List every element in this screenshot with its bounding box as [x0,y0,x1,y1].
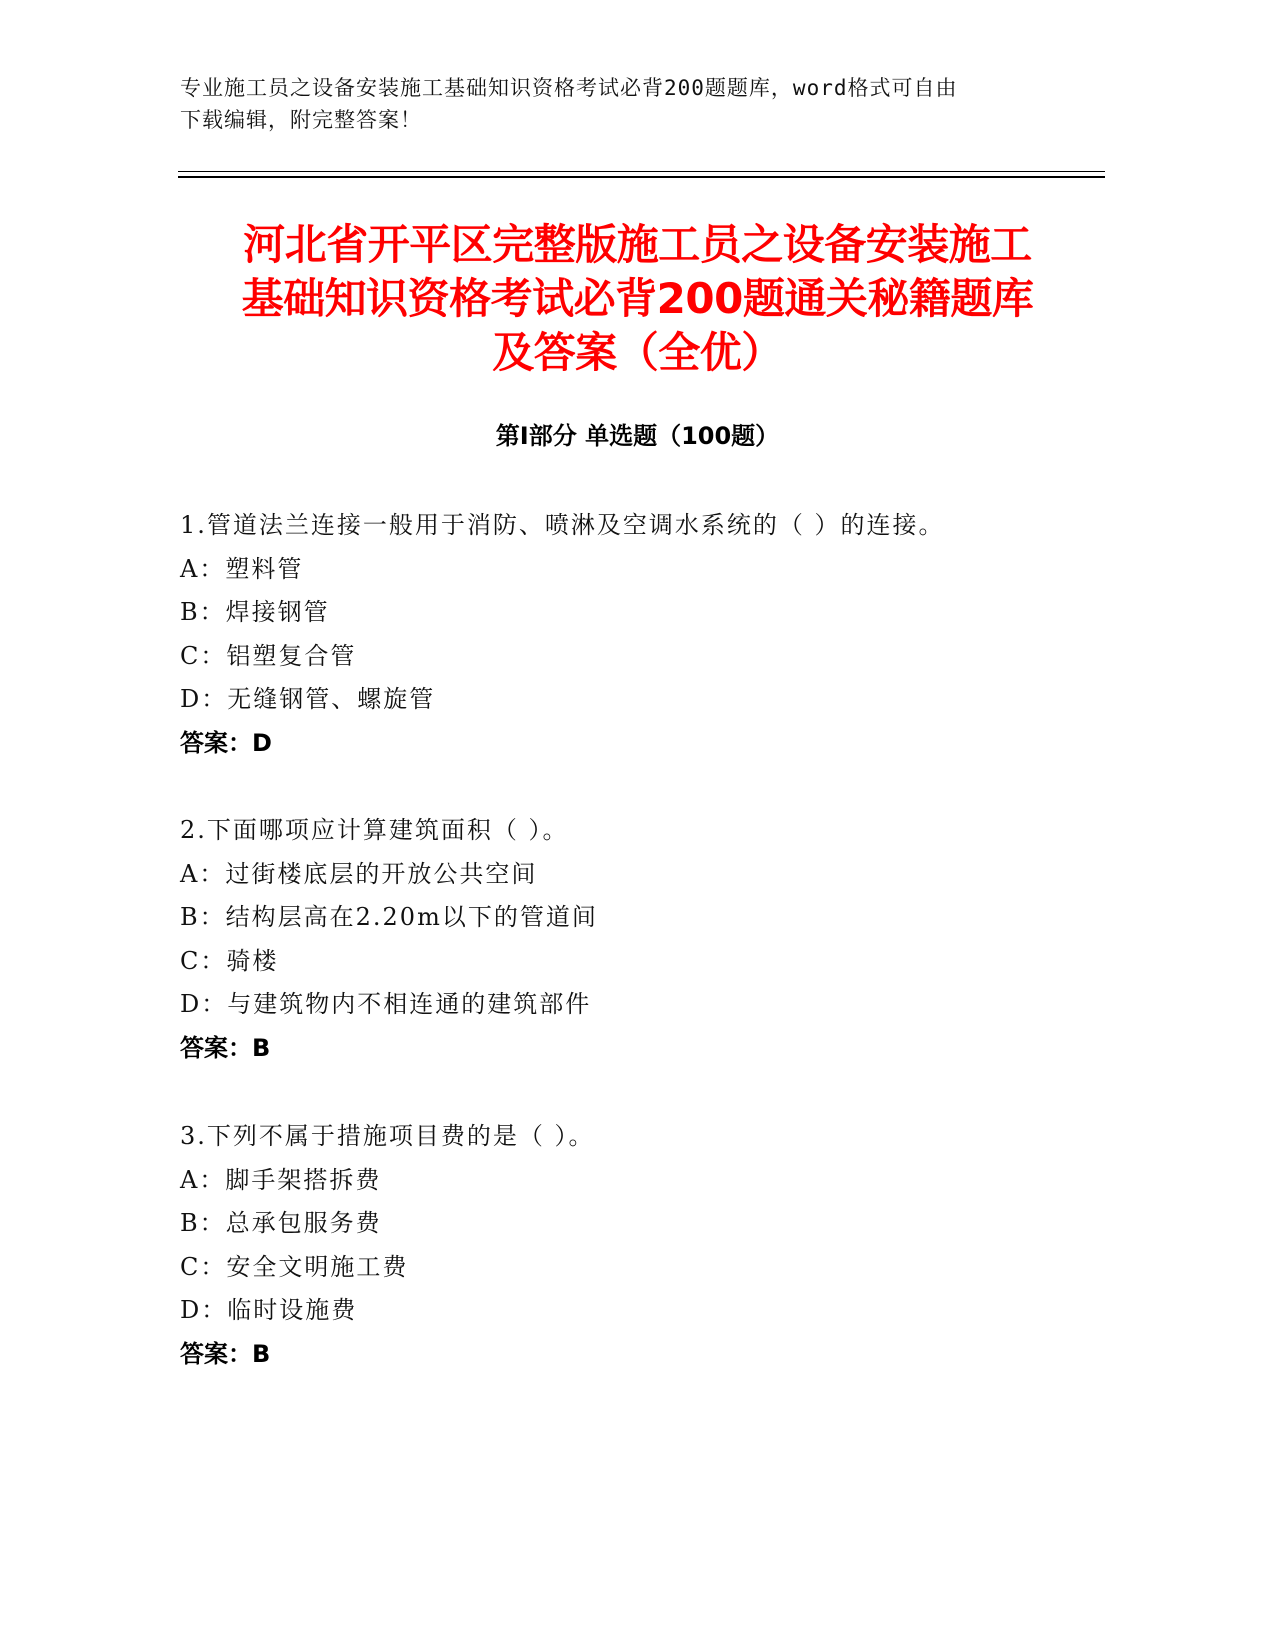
option-d: D：无缝钢管、螺旋管 [180,685,436,713]
document-title-line: 及答案（全优） [492,328,783,377]
document-title-line: 河北省开平区完整版施工员之设备安装施工 [243,220,1032,269]
option-d: D：与建筑物内不相连通的建筑部件 [180,990,592,1018]
section-title: 第Ⅰ部分 单选题（100题） [495,422,780,450]
question-1 [180,507,1080,768]
question-stem: 3.下列不属于措施项目费的是（ ）。 [180,1122,595,1150]
option-b: B：焊接钢管 [180,598,330,626]
option-a: A：脚手架搭拆费 [180,1165,382,1194]
document-title [150,218,1125,380]
question-stem: 2.下面哪项应计算建筑面积（ ）。 [180,816,569,844]
document-title-line: 基础知识资格考试必背200题通关秘籍题库 [241,274,1034,323]
option-a: A：过街楼底层的开放公共空间 [180,859,538,888]
question-2 [180,812,1080,1073]
header-divider-thick [178,176,1105,178]
option-c: C：骑楼 [180,946,279,975]
option-b: B：结构层高在2.20m以下的管道间 [180,903,598,931]
header-note-line: 专业施工员之设备安装施工基础知识资格考试必背200题题库，word格式可自由 [180,76,958,100]
option-c: C：安全文明施工费 [180,1252,409,1281]
option-a: A：塑料管 [180,554,304,583]
header-divider-thin [178,171,1105,172]
answer-line: 答案：D [180,728,272,757]
option-b: B：总承包服务费 [180,1209,382,1237]
header-note-line: 下载编辑，附完整答案！ [180,108,422,132]
answer-line: 答案：B [180,1033,271,1062]
question-stem: 1.管道法兰连接一般用于消防、喷淋及空调水系统的（ ）的连接。 [180,511,945,539]
answer-line: 答案：B [180,1339,271,1368]
option-d: D：临时设施费 [180,1296,358,1324]
question-3 [180,1118,1080,1379]
option-c: C：铝塑复合管 [180,641,357,670]
header-note [180,72,1060,136]
